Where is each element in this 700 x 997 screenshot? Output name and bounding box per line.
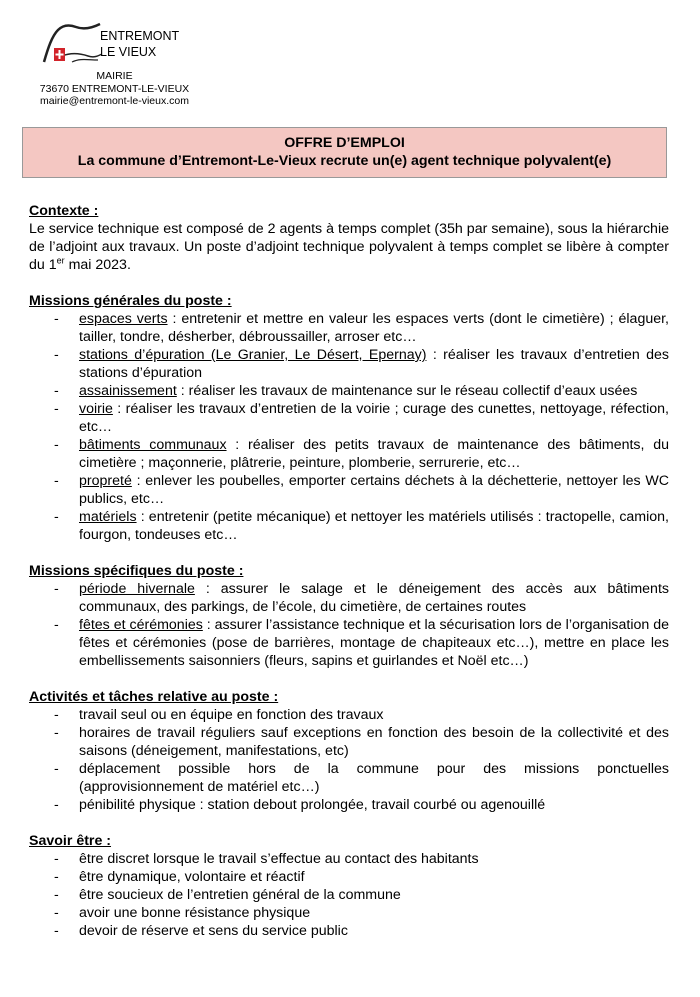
section-savoir-etre — [29, 832, 669, 940]
list-item: - pénibilité physique : station debout prolongée, travail courbé ou agenouillé — [29, 796, 669, 814]
list-item — [29, 616, 669, 670]
section-title: Missions spécifiques du poste : — [29, 563, 244, 579]
list-item — [29, 310, 669, 346]
list-item: - déplacement possible hors de la commune pour des missions ponctuelles (approvisionnement de matériel etc…) — [29, 760, 669, 796]
list-item — [29, 580, 669, 616]
offer-banner — [22, 127, 667, 178]
list-item — [29, 472, 669, 508]
item-keyword: voirie — [79, 401, 113, 417]
list-item: - devoir de réserve et sens du service public — [29, 922, 669, 940]
section-contexte — [29, 202, 669, 274]
logo-line2: LE VIEUX — [100, 45, 157, 59]
section-missions-specifiques — [29, 562, 669, 670]
item-keyword: période hivernale — [79, 581, 195, 597]
item-keyword: matériels — [79, 509, 137, 525]
offer-title: OFFRE D’EMPLOI — [284, 135, 405, 151]
list-item: - être discret lorsque le travail s’effectue au contact des habitants — [29, 850, 669, 868]
section-title: Activités et tâches relative au poste : — [29, 689, 279, 705]
list-item — [29, 382, 669, 400]
email-address: mairie@entremont-le-vieux.com — [40, 95, 189, 107]
list-item — [29, 508, 669, 544]
missions-specifiques-list — [29, 580, 669, 670]
item-text: : entretenir (petite mécanique) et nettoyer les matériels utilisés : tractopelle, camion, fourgon, tondeuses etc… — [79, 509, 669, 543]
letterhead — [22, 18, 207, 108]
mairie-label: MAIRIE — [96, 70, 133, 82]
contexte-paragraph — [29, 220, 669, 274]
item-keyword: stations d’épuration (Le Granier, Le Désert, Epernay) — [79, 347, 427, 363]
item-keyword: bâtiments communaux — [79, 437, 227, 453]
address-block — [22, 70, 207, 108]
offer-subtitle: La commune d’Entremont-Le-Vieux recrute un(e) agent technique polyvalent(e) — [77, 152, 612, 169]
item-keyword: fêtes et cérémonies — [79, 617, 203, 633]
section-title: Savoir être : — [29, 833, 112, 849]
contexte-text-end: mai 2023. — [64, 257, 131, 273]
list-item: - être dynamique, volontaire et réactif — [29, 868, 669, 886]
list-item: - avoir une bonne résistance physique — [29, 904, 669, 922]
item-keyword: espaces verts — [79, 311, 168, 327]
list-item: - horaires de travail réguliers sauf exceptions en fonction des besoin de la collectivité et des saisons (déneigement, manifestations, etc) — [29, 724, 669, 760]
item-text: : entretenir et mettre en valeur les espaces verts (dont le cimetière) ; élaguer, tailler, tondre, désherber, débroussailler, arroser etc… — [79, 311, 669, 345]
postal-address: 73670 ENTREMONT-LE-VIEUX — [39, 82, 190, 95]
savoir-etre-list — [29, 850, 669, 940]
logo-text — [100, 28, 179, 60]
missions-generales-list — [29, 310, 669, 544]
section-title: Missions générales du poste : — [29, 293, 232, 309]
item-text: : réaliser les travaux d’entretien de la voirie ; curage des cunettes, nettoyage, réfection, etc… — [79, 401, 669, 435]
item-text: : assurer le salage et le déneigement des accès aux bâtiments communaux, des parkings, de l’école, du cimetière, de certaines routes — [79, 581, 669, 615]
item-text: : réaliser les travaux d’entretien des stations d’épuration — [79, 347, 670, 381]
item-keyword: assainissement — [79, 383, 177, 399]
list-item — [29, 400, 669, 436]
activites-list — [29, 706, 669, 814]
list-item: - travail seul ou en équipe en fonction des travaux — [29, 706, 669, 724]
item-text: : enlever les poubelles, emporter certains déchets à la déchetterie, nettoyer les WC publics, etc… — [79, 473, 669, 507]
section-missions-generales — [29, 292, 669, 544]
contexte-text: Le service technique est composé de 2 agents à temps complet (35h par semaine), sous la hiérarchie de l’adjoint aux travaux. Un poste d’adjoint technique polyvalent à temps complet se libère à compter du 1 — [29, 221, 669, 273]
superscript: er — [56, 255, 65, 266]
document-body — [29, 202, 669, 958]
commune-logo — [42, 18, 202, 68]
logo-line1: ENTREMONT — [100, 29, 180, 43]
list-item: - être soucieux de l’entretien général de la commune — [29, 886, 669, 904]
item-text: : réaliser des petits travaux de maintenance des bâtiments, du cimetière ; maçonnerie, plâtrerie, peinture, plomberie, serrurerie, etc… — [79, 437, 669, 471]
section-title: Contexte : — [29, 203, 99, 219]
item-text: : assurer l’assistance technique et la sécurisation lors de l’organisation de fêtes et cérémonies (pose de barrières, montage de chapiteaux etc…), mettre en place les embellissements saisonniers (fleurs, sapins et guirlandes et Noël etc…) — [79, 617, 669, 669]
item-text: : réaliser les travaux de maintenance sur le réseau collectif d’eaux usées — [176, 383, 638, 399]
section-activites — [29, 688, 669, 814]
item-keyword: propreté — [79, 473, 132, 489]
list-item — [29, 436, 669, 472]
list-item — [29, 346, 669, 382]
